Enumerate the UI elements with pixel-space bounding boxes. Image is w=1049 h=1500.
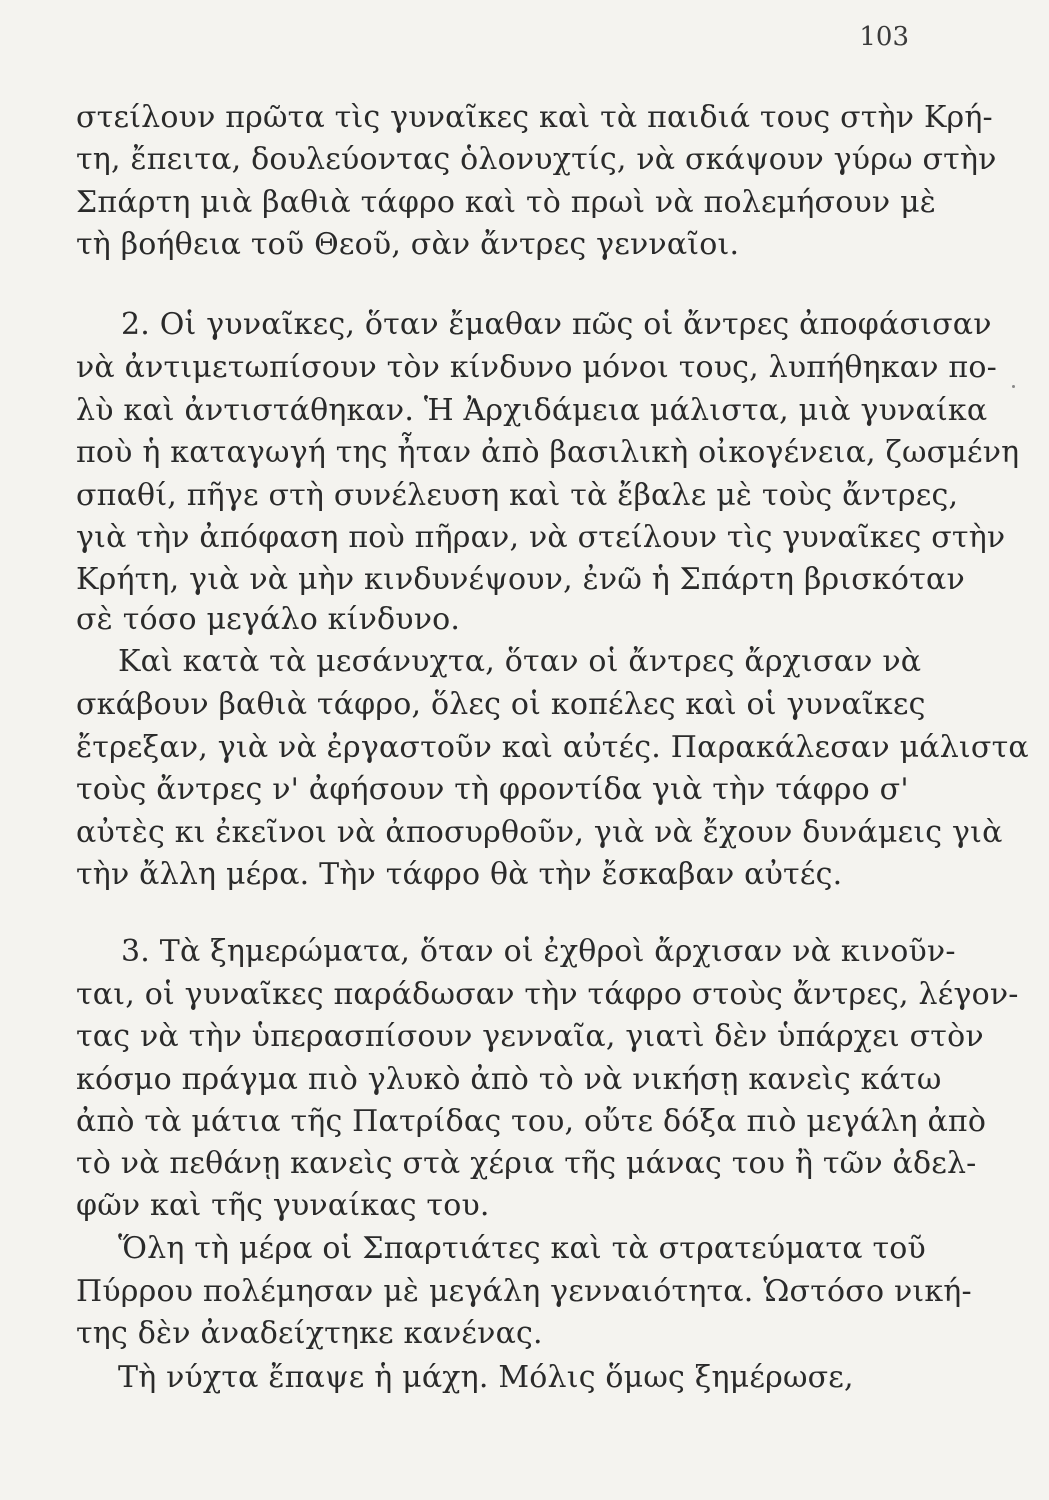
text-line: λὺ καὶ ἀντιστάθηκαν. Ἡ Ἀρχιδάμεια μάλιστα, μιὰ γυναίκα — [76, 393, 988, 428]
text-line: τοὺς ἄντρες ν' ἀφήσουν τὴ φροντίδα γιὰ τὴν τάφρο σ' — [76, 772, 909, 807]
text-line: τας νὰ τὴν ὑπερασπίσουν γενναῖα, γιατὶ δὲν ὑπάρχει στὸν — [76, 1019, 984, 1054]
text-line: αὐτὲς κι ἐκεῖνοι νὰ ἀποσυρθοῦν, γιὰ νὰ ἔχουν δυνάμεις γιὰ — [76, 815, 1003, 850]
text-line: τη, ἔπειτα, δουλεύοντας ὁλονυχτίς, νὰ σκάψουν γύρω στὴν — [76, 142, 997, 177]
paragraph-start-line: Ὅλη τὴ μέρα οἱ Σπαρτιάτες καὶ τὰ στρατεύματα τοῦ — [118, 1231, 926, 1266]
text-line: της δὲν ἀναδείχτηκε κανένας. — [76, 1316, 543, 1351]
text-line: φῶν καὶ τῆς γυναίκας του. — [76, 1188, 490, 1223]
paragraph-start-line: Καὶ κατὰ τὰ μεσάνυχτα, ὅταν οἱ ἄντρες ἄρχισαν νὰ — [118, 644, 922, 679]
text-line: σπαθί, πῆγε στὴ συνέλευση καὶ τὰ ἔβαλε μὲ τοὺς ἄντρες, — [76, 478, 959, 513]
text-line: τὴ βοήθεια τοῦ Θεοῦ, σὰν ἄντρες γενναῖοι. — [76, 227, 740, 262]
speck-mark — [1012, 385, 1015, 388]
text-line: στείλουν πρῶτα τὶς γυναῖκες καὶ τὰ παιδιά τους στὴν Κρή- — [76, 100, 993, 135]
paragraph-start-line: 2. Οἱ γυναῖκες, ὅταν ἔμαθαν πῶς οἱ ἄντρες ἀποφάσισαν — [121, 307, 992, 342]
text-line: ἔτρεξαν, γιὰ νὰ ἐργαστοῦν καὶ αὐτές. Παρακάλεσαν μάλιστα — [76, 730, 1029, 765]
text-line: ται, οἱ γυναῖκες παράδωσαν τὴν τάφρο στοὺς ἄντρες, λέγον- — [76, 977, 1019, 1012]
text-line: γιὰ τὴν ἀπόφαση ποὺ πῆραν, νὰ στείλουν τὶς γυναῖκες στὴν — [76, 520, 1006, 555]
text-line: τὴν ἄλλη μέρα. Τὴν τάφρο θὰ τὴν ἔσκαβαν αὐτές. — [76, 857, 843, 892]
text-line: νὰ ἀντιμετωπίσουν τὸν κίνδυνο μόνοι τους, λυπήθηκαν πο- — [76, 350, 997, 385]
text-line: ποὺ ἡ καταγωγή της ἦταν ἀπὸ βασιλικὴ οἰκογένεια, ζωσμένη — [76, 435, 1020, 470]
text-line: Σπάρτη μιὰ βαθιὰ τάφρο καὶ τὸ πρωὶ νὰ πολεμήσουν μὲ — [76, 185, 937, 220]
text-line: ἀπὸ τὰ μάτια τῆς Πατρίδας του, οὔτε δόξα πιὸ μεγάλη ἀπὸ — [76, 1104, 987, 1139]
text-line: Πύρρου πολέμησαν μὲ μεγάλη γενναιότητα. Ὡστόσο νική- — [76, 1274, 972, 1309]
paragraph-start-line: 3. Τὰ ξημερώματα, ὅταν οἱ ἐχθροὶ ἄρχισαν νὰ κινοῦν- — [121, 934, 956, 969]
text-line: κόσμο πράγμα πιὸ γλυκὸ ἀπὸ τὸ νὰ νικήσῃ κανεὶς κάτω — [76, 1062, 942, 1097]
text-line: σκάβουν βαθιὰ τάφρο, ὅλες οἱ κοπέλες καὶ οἱ γυναῖκες — [76, 687, 926, 722]
page-number: 103 — [859, 22, 909, 52]
text-line: σὲ τόσο μεγάλο κίνδυνο. — [76, 602, 461, 637]
text-line: τὸ νὰ πεθάνῃ κανεὶς στὰ χέρια τῆς μάνας του ἢ τῶν ἀδελ- — [76, 1146, 977, 1181]
paragraph-start-line: Τὴ νύχτα ἔπαψε ἡ μάχη. Μόλις ὅμως ξημέρωσε, — [118, 1360, 854, 1395]
text-line: Κρήτη, γιὰ νὰ μὴν κινδυνέψουν, ἐνῶ ἡ Σπάρτη βρισκόταν — [76, 562, 965, 597]
